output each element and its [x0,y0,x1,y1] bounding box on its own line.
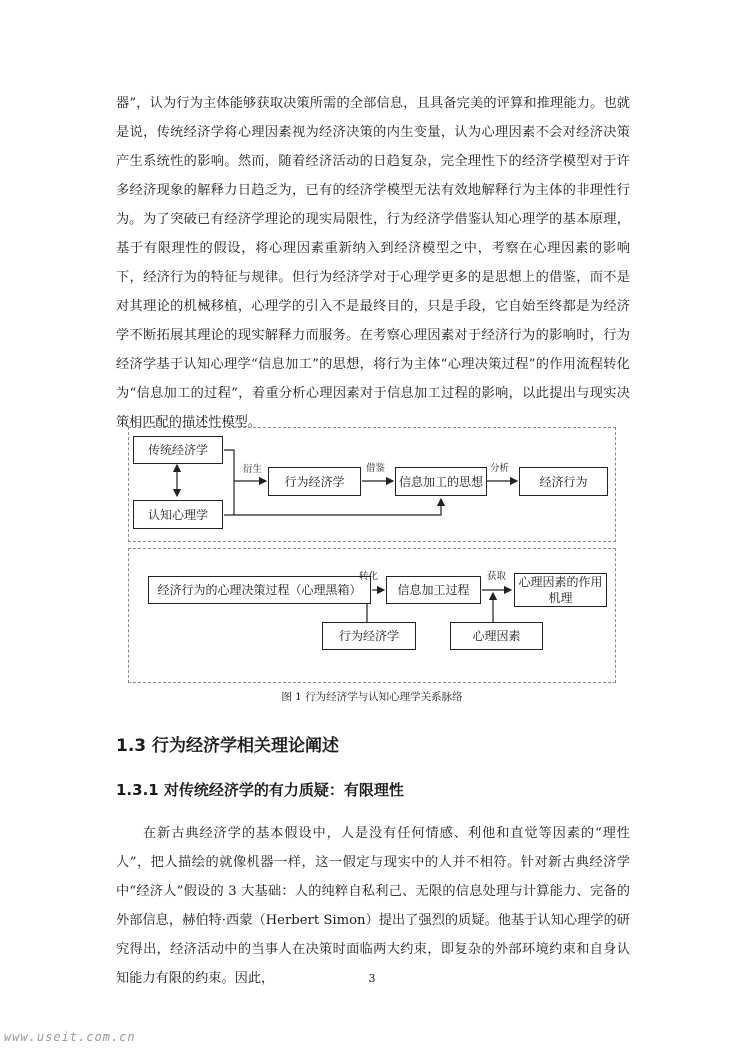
label-transform: 转化 [359,571,379,582]
paragraph-3: 在新古典经济学的基本假设中，人是没有任何情感、利他和直觉等因素的“理性人”，把人描绘的就像机器一样，这一假定与现实中的人并不相符。针对新古典经济学中“经济人”假设的 3 大基础：人的纯粹自私利己、无限的信息处理与计算能力、完备的外部信息，赫伯特·西蒙（Herbert Simon）提出了强烈的质疑。他基于认知心理学的研究得出，经济活动中的当事人在决策时面临两大约束，即复杂的外部环境约束和自身认知能力有限的约束。因此， [116,826,630,986]
label-borrow: 借鉴 [366,463,386,474]
section-heading: 1.3 行为经济学相关理论阐述 [116,736,340,756]
label-analyze: 分析 [490,463,510,474]
mechanism-line-2: 机理 [548,591,573,605]
label-obtain: 获取 [487,571,507,582]
box-behavioral-economics-top: 行为经济学 [268,467,361,496]
box-psych-factors: 心理因素 [450,622,543,650]
box-decision-process: 经济行为的心理决策过程（心理黑箱） [148,576,371,604]
arrow-cognitive-info [234,499,441,515]
box-info-processing-idea: 信息加工的思想 [395,467,487,496]
watermark: www.useit.com.cn [4,1030,136,1044]
box-info-processing: 信息加工过程 [386,576,481,604]
page-number: 3 [368,972,376,985]
box-behavioral-economics-bottom: 行为经济学 [322,622,416,650]
paragraph-2: 为了突破已有经济学理论的现实局限性，行为经济学借鉴认知心理学的基本原理，基于有限理性的假设，将心理因素重新纳入到经济模型之中，考察在心理因素的影响下，经济行为的特征与规律。但行为经济学对于心理学更多的是思想上的借鉴，而不是对其理论的机械移植，心理学的引入不是最终目的，只是手段，它自始至终都是为经济学不断拓展其理论的现实解释力而服务。在考察心理因素对于经济行为的影响时，行为经济学基于认知心理学“信息加工”的思想，将行为主体“心理决策过程”的作用流程转化为“信息加工的过程”，着重分析心理因素对于信息加工过程的影响，以此提出与现实决策相匹配的描述性模型。 [116,212,630,430]
subsection-heading: 1.3.1 对传统经济学的有力质疑：有限理性 [116,781,404,799]
box-traditional-economics: 传统经济学 [133,436,223,464]
box-psych-mechanism [514,573,607,607]
figure-caption: 图 1 行为经济学与认知心理学关系脉络 [281,691,463,703]
box-cognitive-psychology: 认知心理学 [133,500,223,529]
paragraph-1: 器”，认为行为主体能够获取决策所需的全部信息，且具备完美的评算和推理能力。也就是说，传统经济学将心理因素视为经济决策的内生变量，认为心理因素不会对经济决策产生系统性的影响。然而，随着经济活动的日趋复杂，完全理性下的经济学模型对于许多经济现象的解释力日趋乏为，已有的经济学模型无法有效地解释行为主体的非理性行为。 [116,96,630,227]
label-derive: 衍生 [243,464,263,475]
box-economic-behavior: 经济行为 [519,467,608,496]
mechanism-line-1: 心理因素的作用 [518,575,603,589]
